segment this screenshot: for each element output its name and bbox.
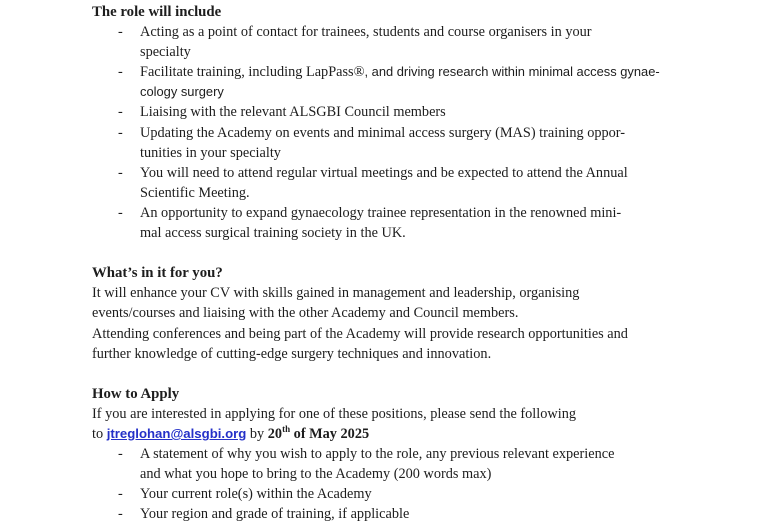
text-line: Updating the Academy on events and minimal access surgery (MAS) training oppor- [140, 124, 626, 141]
deadline-ordinal: th [282, 424, 291, 435]
text-segment: to [92, 425, 107, 442]
text-line: further knowledge of cutting-edge surgery techniques and innovation. [92, 345, 492, 362]
bullet-dash: - [118, 506, 123, 523]
text-line: You will need to attend regular virtual meetings and be expected to attend the Annual [140, 164, 628, 181]
bullet-dash: - [118, 104, 123, 121]
blank-line [92, 364, 768, 384]
bullet-item [92, 484, 768, 504]
blank-line [92, 243, 768, 263]
text-line: Liaising with the relevant ALSGBI Council members [140, 104, 446, 121]
bullet-item [92, 62, 768, 102]
text-line: Your region and grade of training, if applicable [140, 506, 410, 523]
text-line: Acting as a point of contact for trainees, students and course organisers in your [140, 24, 592, 41]
bullet-dash: - [118, 486, 123, 503]
deadline-day: 20 [267, 425, 283, 442]
text-line: events/courses and liaising with the other Academy and Council members. [92, 305, 519, 322]
bullet-dash: - [118, 446, 123, 463]
bullet-item [92, 203, 768, 243]
bullet-dash: - [118, 164, 123, 181]
text-line: cology surgery [140, 84, 224, 100]
bullet-dash: - [118, 204, 123, 221]
text-line: A statement of why you wish to apply to the role, any previous relevant experience [140, 446, 615, 463]
section-heading-apply: How to Apply [92, 385, 180, 402]
bullet-dash: - [118, 24, 123, 41]
text-line: mal access surgical training society in the UK. [140, 225, 406, 242]
send-line [92, 424, 768, 444]
section-heading-benefits: What’s in it for you? [92, 265, 223, 282]
text-segment-sans: , and driving research within minimal access gynae- [364, 64, 660, 80]
bullet-item [92, 22, 768, 62]
text-line: Attending conferences and being part of the Academy will provide research opportunities and [92, 325, 628, 342]
text-line: It will enhance your CV with skills gained in management and leadership, organising [92, 285, 580, 302]
bullet-item [92, 504, 768, 524]
text-line [140, 62, 660, 82]
bullet-item [92, 163, 768, 203]
bullet-dash: - [118, 124, 123, 141]
text-line: tunities in your specialty [140, 144, 281, 161]
email-link[interactable]: jtreglohan@alsgbi.org [106, 425, 247, 441]
section-heading-role: The role will include [92, 4, 222, 20]
bullet-item [92, 444, 768, 484]
text-segment: by [246, 425, 268, 442]
deadline-date: of May 2025 [290, 425, 370, 442]
text-line: and what you hope to bring to the Academy (200 words max) [140, 466, 492, 483]
bullet-item [92, 102, 768, 122]
bullet-dash: - [118, 64, 123, 81]
bullet-item [92, 123, 768, 163]
text-line: If you are interested in applying for one of these positions, please send the following [92, 405, 576, 422]
text-line: specialty [140, 44, 191, 61]
text-line: An opportunity to expand gynaecology trainee representation in the renowned mini- [140, 204, 622, 221]
text-line: Your current role(s) within the Academy [140, 486, 372, 503]
text-line: Scientific Meeting. [140, 184, 250, 201]
text-segment-serif: Facilitate training, including LapPass® [140, 64, 365, 81]
